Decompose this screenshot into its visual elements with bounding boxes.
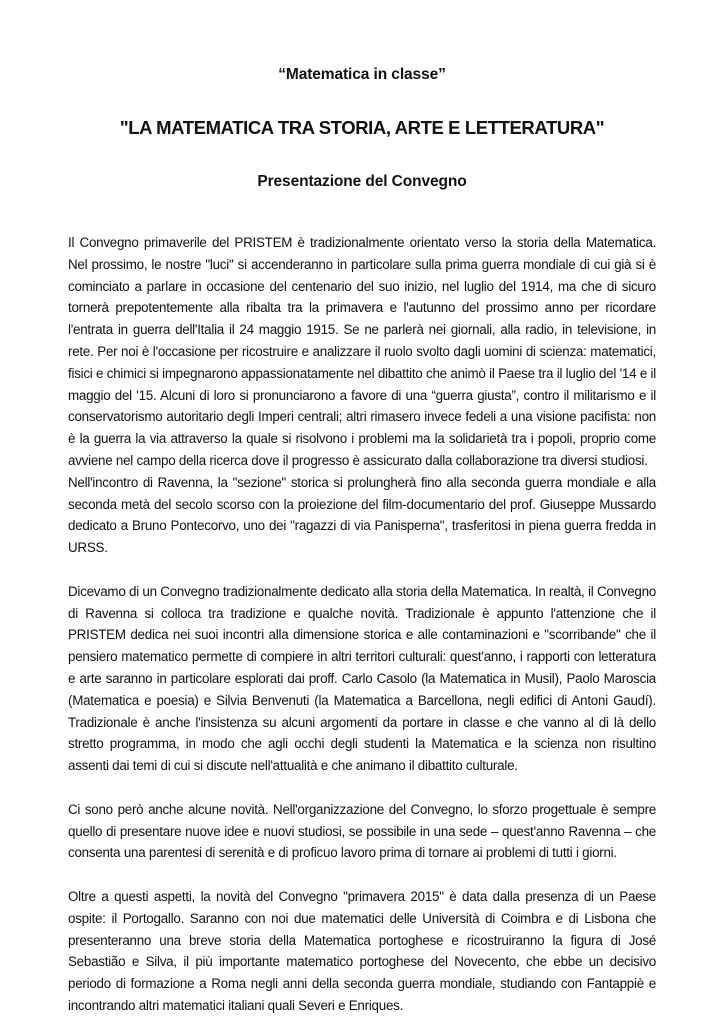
subtitle: Presentazione del Convegno xyxy=(257,173,467,190)
paragraph-novelties: Ci sono però anche alcune novità. Nell'organizzazione del Convegno, lo sforzo progettuale è sempre quello di presentare nuove idee e nuovi studiosi, se possibile in una sede – quest'anno Ravenna – che consenta una parentesi di serenità e di proficuo lavoro prima di tornare ai problemi di tutti i giorni. xyxy=(68,801,656,861)
paragraph-ravenna: Nell'incontro di Ravenna, la "sezione" storica si prolungherà fino alla seconda guerra mondiale e alla seconda metà del secolo scorso con la proiezione del film-documentario del prof. Giuseppe Mussardo dedicato a Bruno Pontecorvo, uno dei "ragazzi di via Panisperna", trasferitosi in piena guerra fredda in URSS. xyxy=(68,474,656,556)
paragraph-tradition: Dicevamo di un Convegno tradizionalmente dedicato alla storia della Matematica. In realtà, il Convegno di Ravenna si colloca tra tradizione e qualche novità. Tradizionale è appunto l'attenzione che il PRISTEM dedica nei suoi incontri alla dimensione storica e alle contaminazioni e "scorribande" che il pensiero matematico permette di compiere in altri territori culturali: quest'anno, i rapporti con letteratura e arte saranno in particolare esplorati dai proff. Carlo Casolo (la Matematica in Musil), Paolo Maroscia (Matematica e poesia) e Silvia Benvenuti (la Matematica a Barcellona, negli edifici di Antoni Gaudí). Tradizionale è anche l'insistenza su alcuni argomenti da portare in classe e che vanno al di là dello stretto programma, in modo che agli occhi degli studenti la Matematica e la scienza non risultino assenti dai temi di cui si discute nell'attualità e che animano il dibattito culturale. xyxy=(68,583,656,774)
paragraph-portugal: Oltre a questi aspetti, la novità del Convegno "primavera 2015" è data dalla presenza di un Paese ospite: il Portogallo. Saranno con noi due matematici delle Università di Coimbra e di Lisbona che presenteranno una breve storia della Matematica portoghese e ricostruiranno la figura di José Sebastião e Silva, il più importante matematico portoghese del Novecento, che ebbe un decisivo periodo di formazione a Roma negli anni della seconda guerra mondiale, studiando con Fantappiè e incontrando altri matematici italiani quali Severi e Enriques. xyxy=(68,888,656,1013)
body-text xyxy=(68,232,656,1017)
main-title: "LA MATEMATICA TRA STORIA, ARTE E LETTERATURA" xyxy=(119,117,605,138)
series-title: “Matematica in classe” xyxy=(278,66,446,83)
paragraph-intro: Il Convegno primaverile del PRISTEM è tradizionalmente orientato verso la storia della Matematica. Nel prossimo, le nostre "luci" si accenderanno in particolare sulla prima guerra mondiale di cui già si è cominciato a parlare in occasione del centenario del suo inizio, nel luglio del 1914, ma che di sicuro tornerà prepotentemente alla ribalta tra la primavera e l'autunno del prossimo anno per ricordare l'entrata in guerra dell'Italia il 24 maggio 1915. Se ne parlerà nei giornali, alla radio, in televisione, in rete. Per noi è l'occasione per ricostruire e analizzare il ruolo svolto dagli uomini di scienza: matematici, fisici e chimici si impegnarono appassionatamente nel dibattito che animò il Paese tra il luglio del '14 e il maggio del '15. Alcuni di loro si pronunciarono a favore di una “guerra giusta”, contro il militarismo e il conservatorismo autoritario degli Imperi centrali; altri rimasero invece fedeli a una visione pacifista: non è la guerra la via attraverso la quale si risolvono i problemi ma la solidarietà tra i popoli, proprio come avviene nel campo della ricerca dove il progresso è assicurato dalla collaborazione tra diversi studiosi. xyxy=(68,235,656,468)
